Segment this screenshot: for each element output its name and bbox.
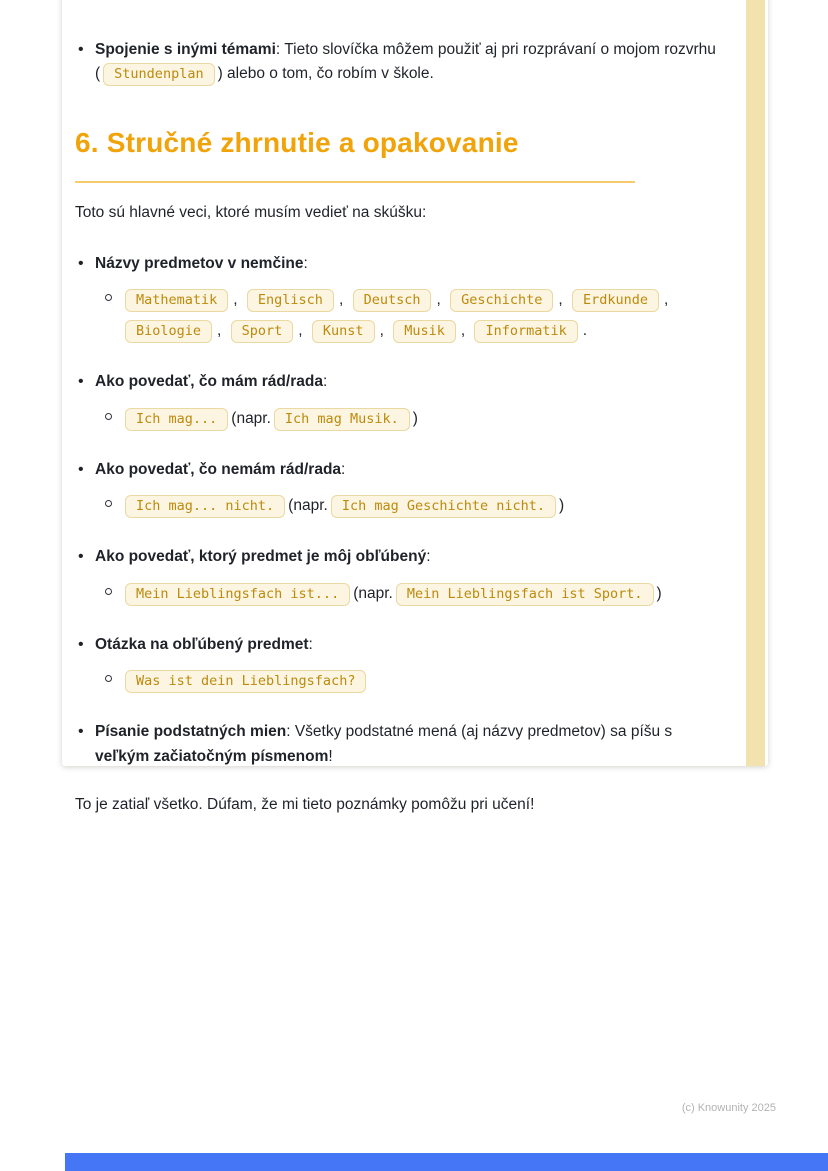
item-label: Názvy predmetov v nemčine	[95, 254, 304, 272]
example-suffix: )	[559, 497, 565, 515]
subject-chip: Sport	[231, 320, 294, 343]
item-label: Písanie podstatných mien	[95, 723, 287, 741]
summary-item-question	[75, 633, 722, 696]
subject-chips-row	[105, 284, 722, 346]
lead-paragraph: Toto sú hlavné veci, ktoré musím vedieť na skúšku:	[75, 204, 427, 222]
example-suffix: )	[412, 409, 418, 427]
document-content	[62, 0, 722, 818]
subject-chip: Erdkunde	[572, 289, 659, 312]
subject-chip: Deutsch	[353, 289, 432, 312]
phrase-row	[105, 665, 722, 696]
summary-item-favorite	[75, 545, 722, 608]
summary-item-dislike	[75, 458, 722, 521]
example-prefix: (napr.	[353, 584, 393, 602]
item-label: Otázka na obľúbený predmet	[95, 635, 309, 653]
bullet-label: Spojenie s inými témami	[95, 41, 276, 58]
chip-terminator: .	[582, 322, 588, 340]
example-prefix: (napr.	[231, 409, 271, 427]
item-colon: :	[322, 373, 328, 391]
closing-paragraph: To je zatiaľ všetko. Dúfam, že mi tieto poznámky pomôžu pri učení!	[75, 796, 535, 814]
subject-chip: Geschichte	[450, 289, 553, 312]
question-chip: Was ist dein Lieblingsfach?	[125, 670, 366, 693]
bullet-text: ) alebo o tom, čo robím v škole.	[217, 65, 434, 83]
example-chip: Ich mag Geschichte nicht.	[331, 495, 556, 518]
item-bold-phrase: veľkým začiatočným písmenom	[95, 747, 329, 765]
phrase-row	[105, 403, 722, 434]
example-chip: Ich mag Musik.	[274, 408, 410, 431]
next-page-preview-bar	[65, 1153, 828, 1171]
intro-bullet-list	[75, 38, 722, 87]
question-sublist	[105, 665, 722, 696]
summary-item-capitalization	[75, 720, 722, 769]
item-label: Ako povedať, ktorý predmet je môj obľúbený	[95, 548, 427, 566]
item-colon: :	[308, 635, 313, 653]
subject-chip: Mathematik	[125, 289, 228, 312]
chip-separator: ,	[379, 322, 384, 340]
pattern-chip: Mein Lieblingsfach ist...	[125, 583, 350, 606]
summary-list	[75, 252, 722, 769]
subject-chip: Englisch	[247, 289, 334, 312]
copyright-footer: (c) Knowunity 2025	[681, 1102, 776, 1114]
favorite-sublist	[105, 578, 722, 609]
chip-separator: ,	[217, 322, 222, 340]
item-text: : Všetky podstatné mená (aj názvy predmetov) sa píšu s	[286, 723, 673, 741]
item-colon: :	[341, 460, 346, 478]
pattern-chip: Ich mag...	[125, 408, 228, 431]
chip-separator: ,	[436, 291, 441, 309]
subject-chip: Biologie	[125, 320, 212, 343]
vocab-chip: Stundenplan	[103, 63, 214, 86]
heading-divider	[75, 181, 635, 183]
like-sublist	[105, 403, 722, 434]
document-page-card	[62, 0, 768, 814]
item-label: Ako povedať, čo mám rád/rada	[95, 373, 323, 391]
subject-chip: Informatik	[474, 320, 577, 343]
dislike-sublist	[105, 490, 722, 521]
chip-separator: ,	[460, 322, 466, 340]
chip-separator: ,	[298, 322, 303, 340]
bullet-text: : Tieto slovíčka môžem použiť aj pri rozprávaní o mojom rozvrhu (	[95, 41, 716, 83]
summary-item-subjects	[75, 252, 722, 346]
item-colon: :	[426, 548, 431, 566]
pattern-chip: Ich mag... nicht.	[125, 495, 285, 518]
item-colon: :	[303, 254, 308, 272]
item-label: Ako povedať, čo nemám rád/rada	[95, 460, 342, 478]
chip-separator: ,	[233, 291, 238, 309]
chip-separator: ,	[338, 291, 344, 309]
subject-chip: Kunst	[312, 320, 375, 343]
subjects-sublist	[105, 284, 722, 346]
chip-separator: ,	[558, 291, 563, 309]
phrase-row	[105, 578, 722, 609]
example-chip: Mein Lieblingsfach ist Sport.	[396, 583, 654, 606]
bullet-item-connections	[75, 38, 722, 87]
page-edge-strip	[746, 0, 765, 766]
summary-item-like	[75, 370, 722, 433]
example-prefix: (napr.	[288, 497, 328, 515]
item-text: !	[328, 747, 333, 765]
chip-separator: ,	[664, 291, 669, 309]
subject-chip: Musik	[393, 320, 456, 343]
phrase-row	[105, 490, 722, 521]
section-heading: 6. Stručné zhrnutie a opakovanie	[75, 126, 519, 158]
example-suffix: )	[656, 584, 662, 602]
